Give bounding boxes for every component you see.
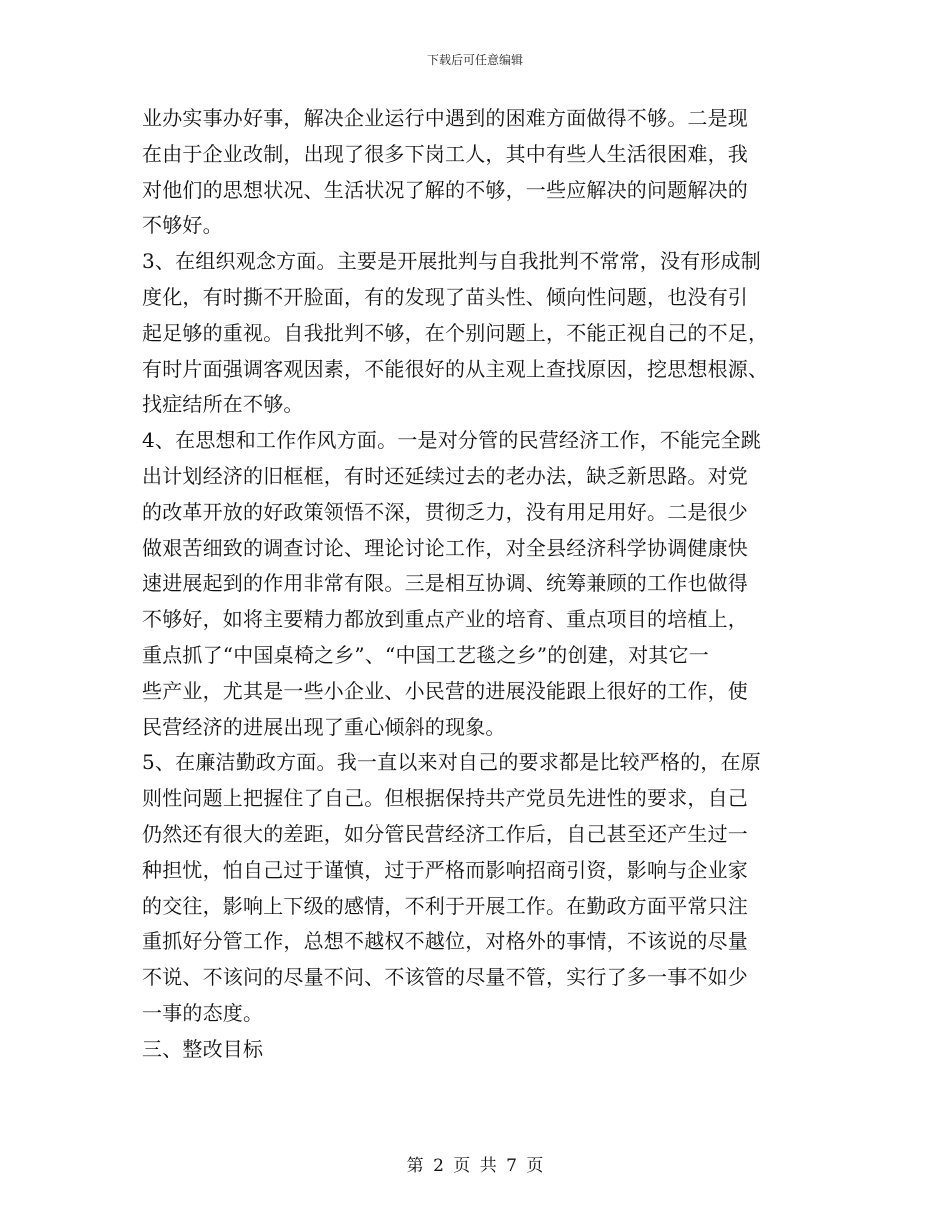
body-line: 民营经济的进展出现了重心倾斜的现象。 [142, 714, 506, 739]
page-number: 第 2 页 共 7 页 [406, 1156, 544, 1176]
body-line: 些产业，尤其是一些小企业、小民营的进展没能跟上很好的工作，使 [142, 678, 748, 703]
body-line: 做艰苦细致的调查讨论、理论讨论工作，对全县经济科学协调健康快 [142, 535, 748, 560]
body-line: 重点抓了“中国桌椅之乡”、“中国工艺毯之乡”的创建，对其它一 [142, 642, 709, 667]
page-header: 下载后可任意编辑 [426, 53, 523, 67]
body-line: 的改革开放的好政策领悟不深，贯彻乏力，没有用足用好。二是很少 [142, 499, 748, 524]
body-line: 在由于企业改制，出现了很多下岗工人，其中有些人生活很困难，我 [142, 141, 748, 166]
body-line: 速进展起到的作用非常有限。三是相互协调、统筹兼顾的工作也做得 [142, 571, 748, 596]
body-line: 不够好，如将主要精力都放到重点产业的培育、重点项目的培植上， [142, 607, 748, 632]
body-line: 业办实事办好事，解决企业运行中遇到的困难方面做得不够。二是现 [142, 106, 748, 130]
body-line: 3、在组织观念方面。主要是开展批判与自我批判不常常，没有形成制 [142, 249, 761, 274]
body-line: 则性问题上把握住了自己。但根据保持共产党员先进性的要求，自己 [142, 786, 748, 811]
body-line: 重抓好分管工作，总想不越权不越位，对格外的事情，不该说的尽量 [142, 929, 748, 954]
body-line: 4、在思想和工作作风方面。一是对分管的民营经济工作，不能完全跳 [142, 428, 761, 453]
body-line: 一事的态度。 [142, 1000, 264, 1025]
body-line: 有时片面强调客观因素，不能很好的从主观上查找原因，挖思想根源、 [142, 356, 769, 381]
section-heading: 三、整改目标 [142, 1036, 264, 1061]
body-line: 5、在廉洁勤政方面。我一直以来对自己的要求都是比较严格的，在原 [142, 750, 761, 775]
body-line: 起足够的重视。自我批判不够，在个别问题上，不能正视自己的不足， [142, 320, 769, 345]
body-line: 出计划经济的旧框框，有时还延续过去的老办法，缺乏新思路。对党 [142, 463, 748, 488]
body-line: 的交往，影响上下级的感情，不利于开展工作。在勤政方面平常只注 [142, 893, 748, 918]
body-line: 对他们的思想状况、生活状况了解的不够，一些应解决的问题解决的 [142, 177, 748, 202]
body-line: 度化，有时撕不开脸面，有的发现了苗头性、倾向性问题，也没有引 [142, 284, 748, 309]
body-line: 找症结所在不够。 [142, 392, 304, 417]
body-line: 种担忧，怕自己过于谨慎，过于严格而影响招商引资，影响与企业家 [142, 857, 748, 882]
body-line: 仍然还有很大的差距，如分管民营经济工作后，自己甚至还产生过一 [142, 821, 748, 846]
body-line: 不说、不该问的尽量不问、不该管的尽量不管，实行了多一事不如少 [142, 965, 748, 990]
body-line: 不够好。 [142, 213, 223, 238]
document-body [142, 101, 842, 1068]
